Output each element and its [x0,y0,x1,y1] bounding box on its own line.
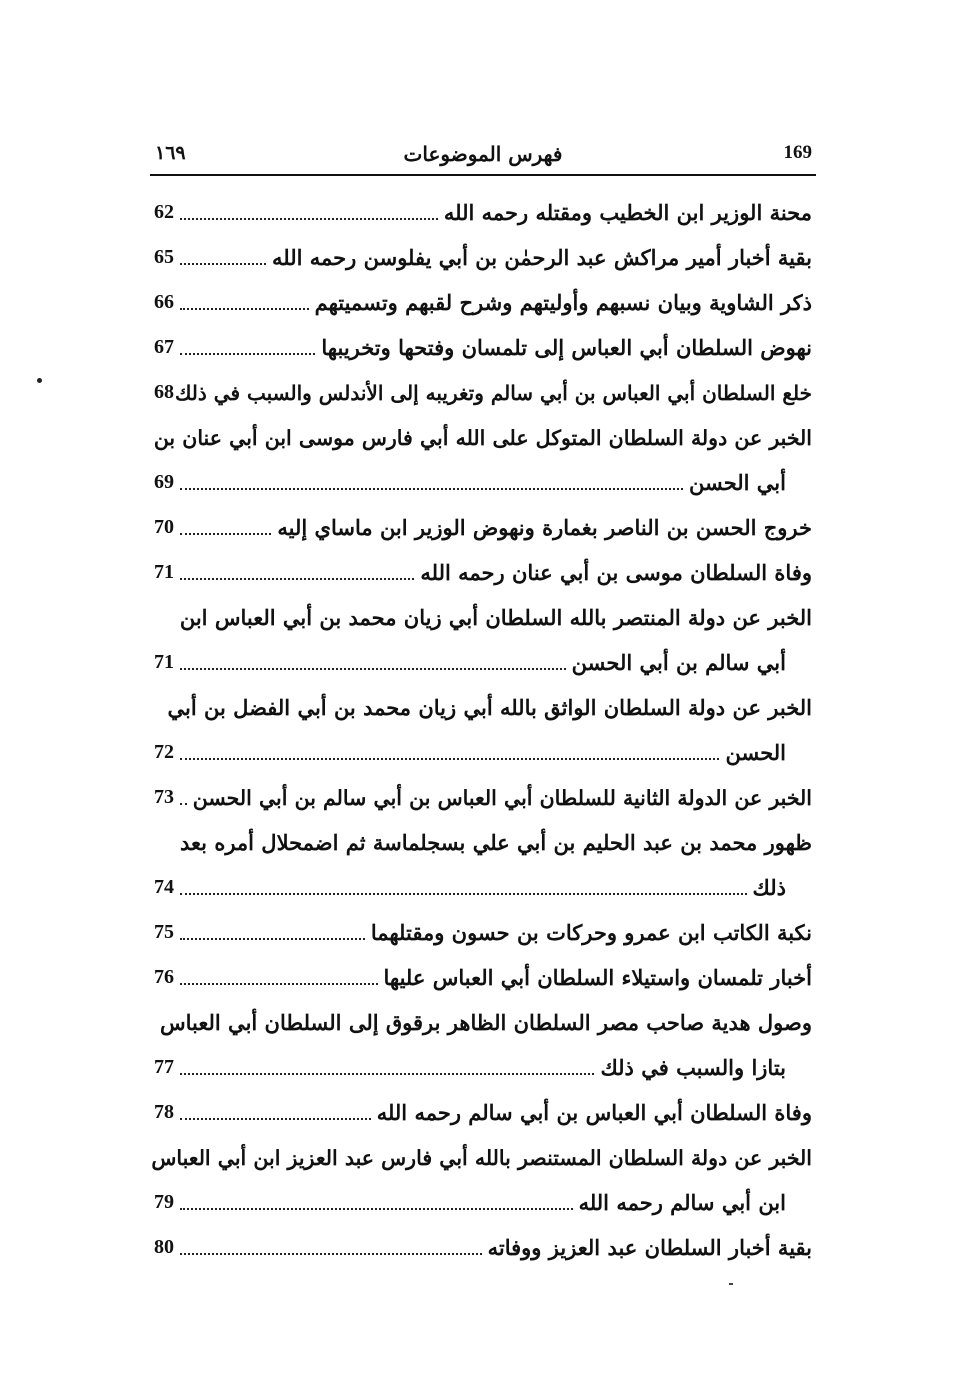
toc-entry [150,1135,816,1180]
dot-leader [180,656,566,670]
dot-leader [180,1241,482,1255]
toc-entry-title: الخبر عن دولة السلطان الواثق بالله أبي زيان محمد بن أبي الفضل بن أبي [167,695,812,720]
toc-entry-title: نكبة الكاتب ابن عمرو وحركات بن حسون ومقتلهما [370,920,812,945]
dot-leader [180,341,315,355]
toc-entry-page: 74 [154,876,174,898]
toc-entry [150,685,816,730]
dot-leader [180,476,683,490]
dot-leader [180,791,187,805]
toc-entry-title: خروج الحسن بن الناصر بغمارة ونهوض الوزير ابن ماساي إليه [277,515,812,540]
toc-entry [150,460,816,505]
toc-entry [150,325,816,370]
toc-entry [150,910,816,955]
page-header [150,140,816,176]
page-number-arabic: ١٦٩ [155,142,186,164]
dot-leader [180,1061,594,1075]
toc-entry-page: 79 [154,1191,174,1213]
toc-entry [150,550,816,595]
table-of-contents [150,190,816,1270]
toc-entry-title: وفاة السلطان موسى بن أبي عنان رحمه الله [420,560,812,585]
toc-entry [150,595,816,640]
toc-entry-page: 65 [154,246,174,268]
toc-entry-page: 66 [154,291,174,313]
toc-entry-page: 72 [154,741,174,763]
toc-entry [150,1090,816,1135]
toc-entry-page: 69 [154,471,174,493]
dot-leader [180,251,266,265]
toc-entry [150,1000,816,1045]
toc-entry-title: أخبار تلمسان واستيلاء السلطان أبي العباس عليها [383,965,812,990]
toc-entry-title: أبي سالم بن أبي الحسن [571,650,786,675]
dot-leader [180,926,365,940]
toc-entry-title: نهوض السلطان أبي العباس إلى تلمسان وفتحها وتخريبها [321,335,812,360]
toc-entry-title: ذلك [752,875,786,900]
toc-entry-title: وصول هدية صاحب مصر السلطان الظاهر برقوق إلى السلطان أبي العباس [160,1010,812,1035]
toc-entry-title: أبي الحسن [688,470,786,495]
toc-entry [150,505,816,550]
toc-entry-page: 76 [154,966,174,988]
toc-entry-page: 62 [154,201,174,223]
dot-leader [180,521,271,535]
toc-entry [150,370,816,415]
toc-entry [150,235,816,280]
toc-entry-page: 75 [154,921,174,943]
dot-leader [180,296,309,310]
toc-entry-title: الحسن [725,740,786,765]
toc-entry [150,775,816,820]
toc-entry-title: خلع السلطان أبي العباس بن أبي سالم وتغريبه إلى الأندلس والسبب في ذلك [174,380,812,405]
dot-leader [180,206,438,220]
toc-entry-page: 77 [154,1056,174,1078]
toc-entry-title: بقية أخبار السلطان عبد العزيز ووفاته [487,1235,812,1260]
toc-entry [150,820,816,865]
dot-leader [180,746,719,760]
toc-entry-title: ابن أبي سالم رحمه الله [578,1190,786,1215]
toc-entry [150,280,816,325]
toc-entry-page: 68 [154,381,174,403]
toc-entry [150,1045,816,1090]
toc-entry-page: 71 [154,651,174,673]
toc-entry [150,865,816,910]
dot-leader [180,566,414,580]
toc-entry-page: 71 [154,561,174,583]
toc-entry-title: محنة الوزير ابن الخطيب ومقتله رحمه الله [443,200,812,225]
toc-entry [150,415,816,460]
toc-entry-title: الخبر عن دولة السلطان المتوكل على الله أبي فارس موسى ابن أبي عنان بن [153,425,812,450]
running-title: فهرس الموضوعات [403,142,563,166]
toc-entry-title: بتازا والسبب في ذلك [600,1055,786,1080]
toc-entry [150,190,816,235]
toc-entry-title: الخبر عن دولة السلطان المستنصر بالله أبي فارس عبد العزيز ابن أبي العباس [151,1145,812,1170]
toc-entry-title: وفاة السلطان أبي العباس بن أبي سالم رحمه الله [376,1100,812,1125]
toc-entry-page: 70 [154,516,174,538]
dot-leader [180,1196,573,1210]
margin-speck [37,378,42,383]
toc-entry-title: الخبر عن الدولة الثانية للسلطان أبي العباس بن أبي سالم بن أبي الحسن [192,785,812,810]
toc-entry [150,955,816,1000]
toc-entry [150,1180,816,1225]
toc-entry-title: ظهور محمد بن عبد الحليم بن أبي علي بسجلماسة ثم اضمحلال أمره بعد [180,830,812,855]
bottom-speck [729,1283,733,1285]
toc-entry-page: 67 [154,336,174,358]
toc-entry-page: 73 [154,786,174,808]
toc-entry [150,640,816,685]
page-number-latin: 169 [783,142,812,163]
toc-entry [150,730,816,775]
toc-entry-page: 80 [154,1236,174,1258]
toc-entry-title: الخبر عن دولة المنتصر بالله السلطان أبي زيان محمد بن أبي العباس ابن [179,605,812,630]
toc-entry-page: 78 [154,1101,174,1123]
toc-entry-title: ذكر الشاوية وبيان نسبهم وأوليتهم وشرح لقبهم وتسميتهم [314,290,812,315]
dot-leader [180,971,378,985]
toc-entry [150,1225,816,1270]
dot-leader [180,1106,371,1120]
dot-leader [180,881,747,895]
toc-entry-title: بقية أخبار أمير مراكش عبد الرحمٰن بن أبي يفلوسن رحمه الله [272,245,812,270]
